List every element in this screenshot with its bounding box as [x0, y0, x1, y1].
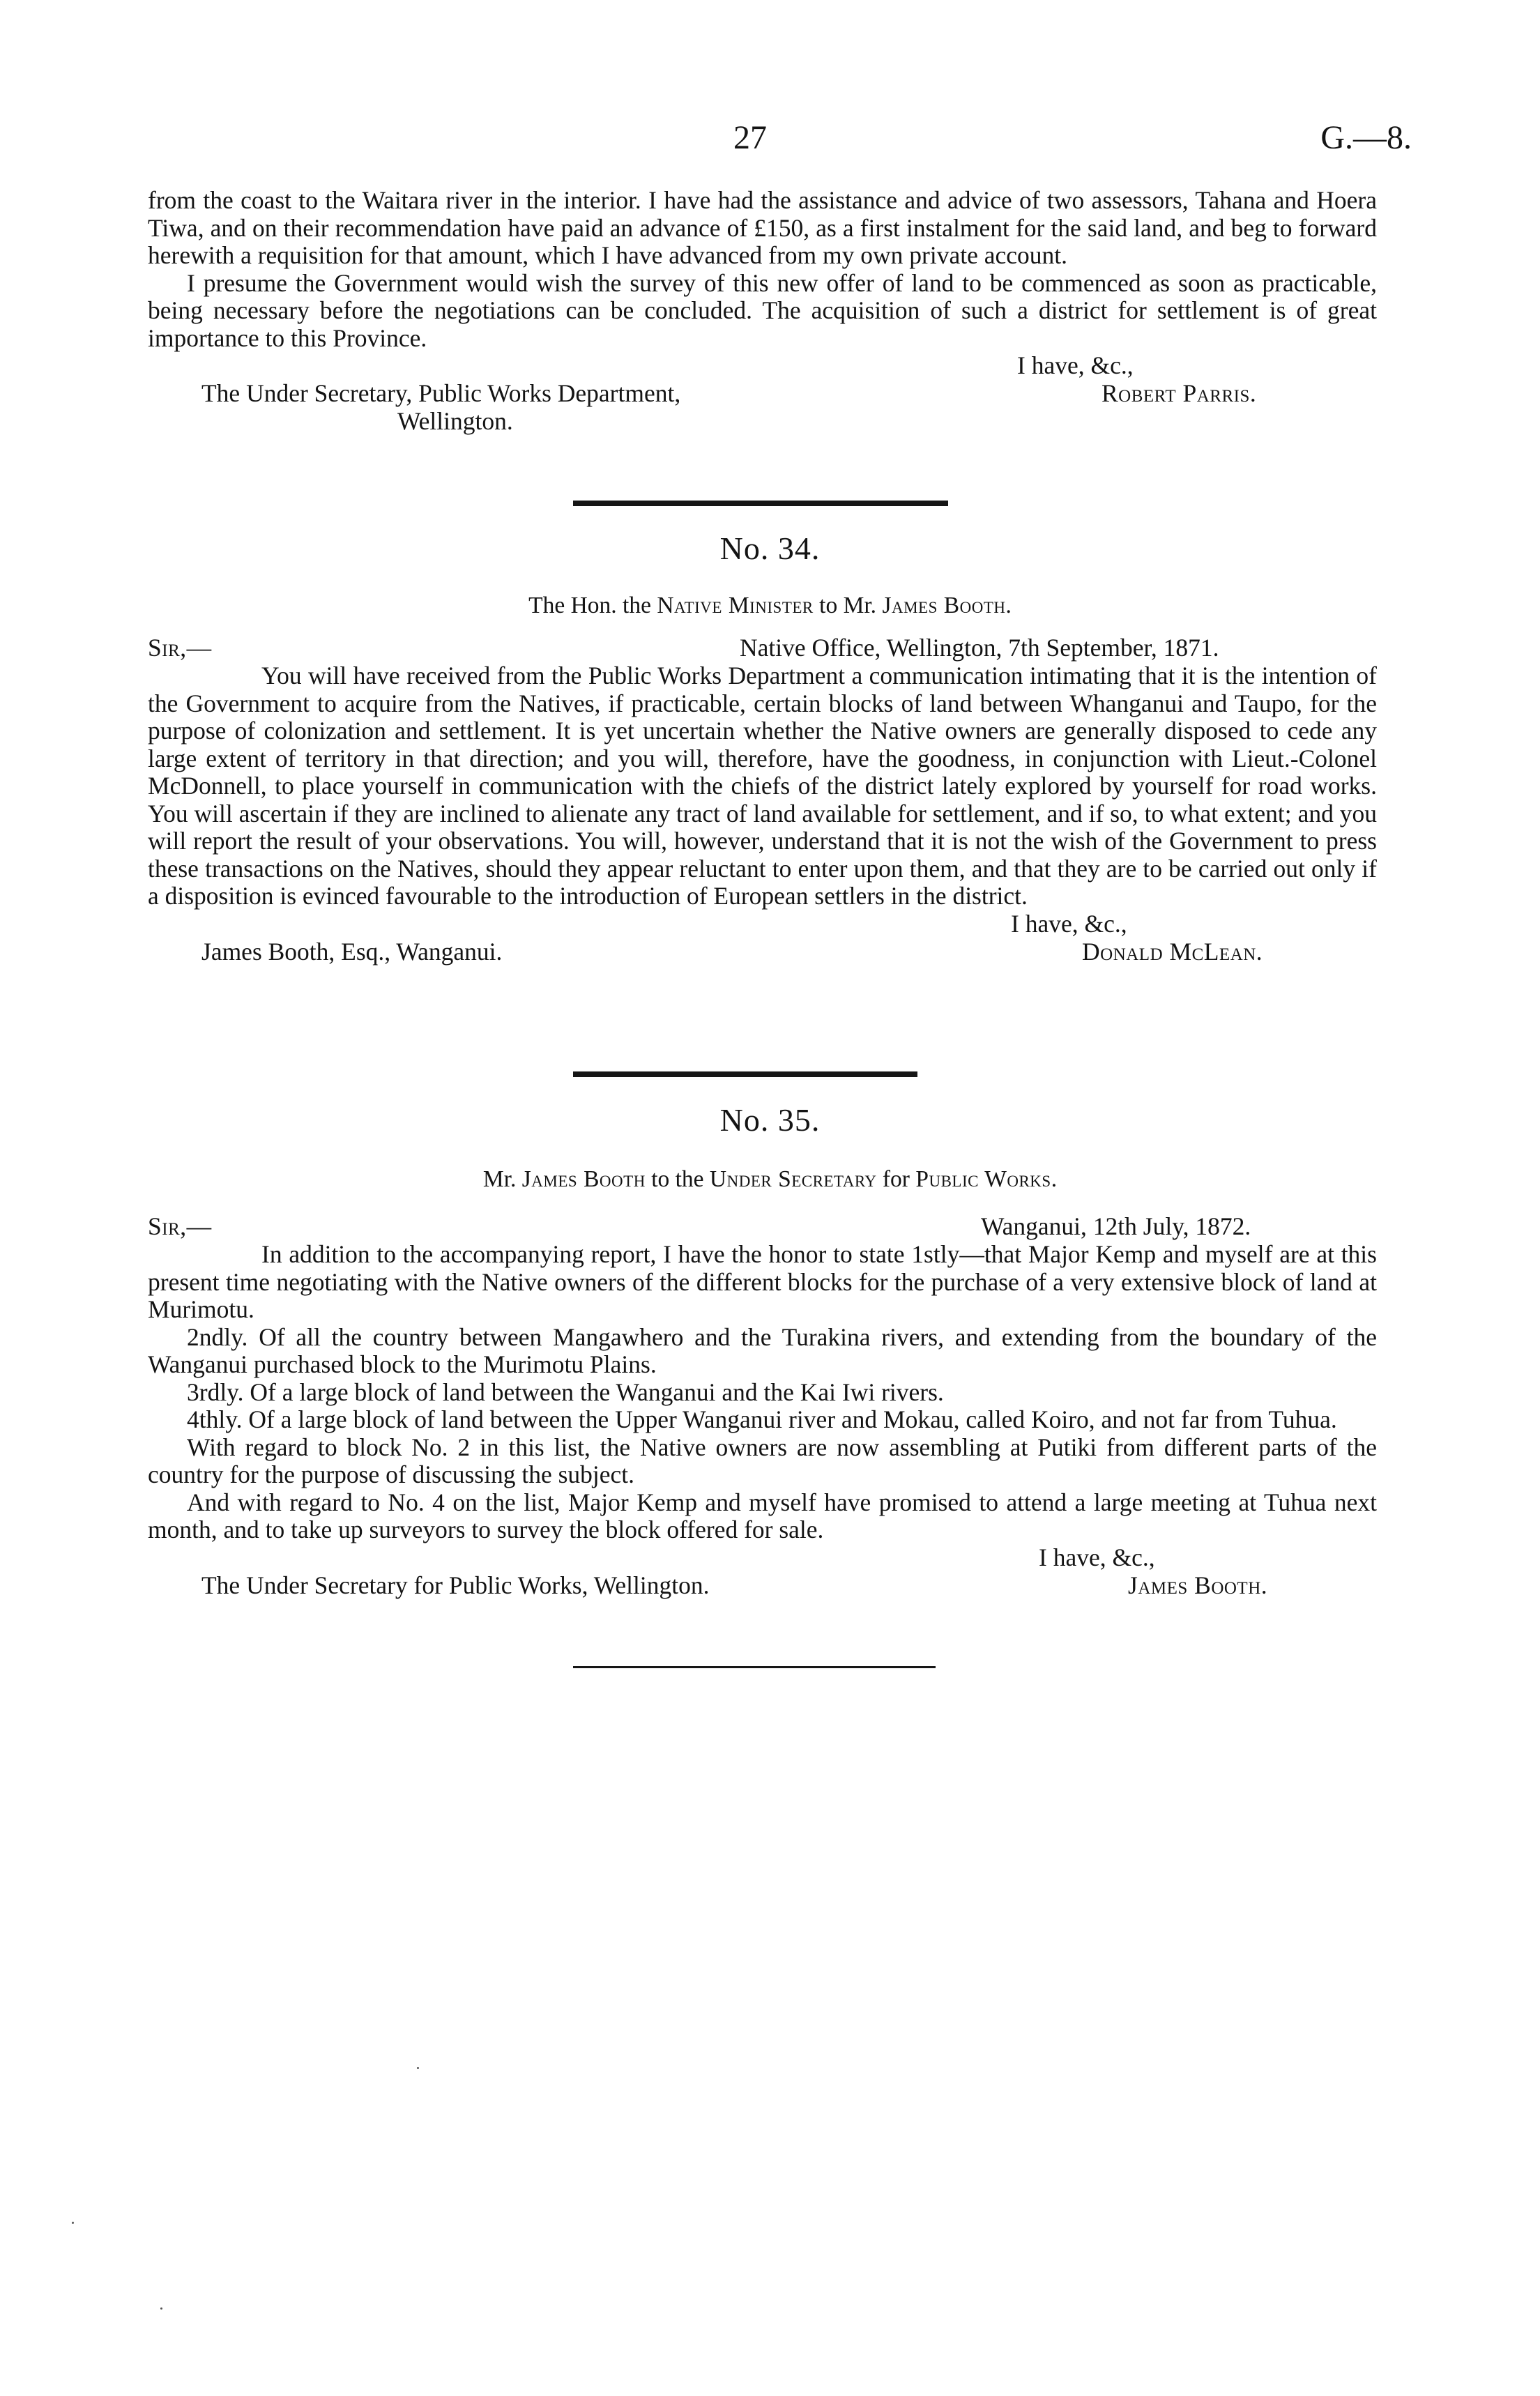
closing-row: [148, 1544, 1377, 1572]
scan-speck: [72, 2222, 74, 2224]
paragraph: In addition to the accompanying report, I have the honor to state 1stly—that Major Kemp and myself are at this present time negotiating with the Native owners of the different blocks for the purchase of a very extensive block of land at Murimotu.: [148, 1240, 1377, 1323]
title-sender: James Booth: [521, 1166, 646, 1192]
title-recipient: Under Secretary: [709, 1166, 877, 1192]
addressee: The Under Secretary, Public Works Department,: [201, 379, 681, 407]
title-text: .: [1005, 593, 1012, 618]
salutation: Sir,—: [148, 634, 212, 662]
signature-row: [148, 1572, 1377, 1600]
paragraph: I presume the Government would wish the survey of this new offer of land to be commenced as soon as practicable, being necessary before the negotiations can be concluded. The acquisition of such a district for settlement is of great importance to this Province.: [148, 268, 1377, 352]
title-text: to the: [645, 1166, 710, 1192]
letter-35: [148, 1213, 1377, 1600]
closing: I have, &c.,: [1039, 1543, 1155, 1571]
paragraph: 2ndly. Of all the country between Mangawhero and the Turakina rivers, and extending from the boundary of the Wanganui purchased block to the Murimotu Plains.: [148, 1322, 1377, 1378]
signature-row: [148, 938, 1377, 966]
salutation-row: [148, 634, 1377, 662]
section-divider: [573, 501, 948, 506]
title-text: for: [876, 1166, 916, 1192]
paragraph: from the coast to the Waitara river in the interior. I have had the assistance and advice of two assessors, Tahana and Hoera Tiwa, and on their recommendation have paid an advance of £150, as a first instalment for the said land, and beg to forward herewith a requisition for that amount, which I have advanced from my own private account.: [148, 186, 1377, 269]
signature: James Booth.: [1128, 1571, 1268, 1599]
signature: Robert Parris.: [1101, 379, 1257, 407]
end-rule: [573, 1666, 936, 1668]
series-code: G.—8.: [1320, 119, 1412, 156]
closing: I have, &c.,: [1017, 351, 1134, 379]
closing-row: [148, 352, 1377, 380]
paragraph: With regard to block No. 2 in this list, the Native owners are now assembling at Putiki from different parts of the country for the purpose of discussing the subject.: [148, 1433, 1377, 1488]
paragraph: 3rdly. Of a large block of land between the Wanganui and the Kai Iwi rivers.: [187, 1378, 944, 1406]
letter-34: [148, 634, 1377, 966]
signature-row: [148, 380, 1377, 408]
paragraph: 4thly. Of a large block of land between the Upper Wanganui river and Mokau, called Koiro, and not far from Tuhua.: [187, 1405, 1337, 1433]
place-date: Native Office, Wellington, 7th September, 1871.: [740, 634, 1219, 662]
title-text: to Mr.: [813, 593, 883, 618]
title-recipient: James Booth: [882, 593, 1006, 618]
closing: I have, &c.,: [1011, 909, 1127, 938]
letter-35-title: [0, 1166, 1540, 1193]
section-divider: [573, 1071, 917, 1077]
title-text: Mr.: [482, 1166, 522, 1192]
salutation-row: [148, 1213, 1377, 1241]
page-number: 27: [733, 119, 767, 156]
place-date: Wanganui, 12th July, 1872.: [981, 1212, 1251, 1240]
letter-33-continuation: [148, 187, 1377, 436]
salutation: Sir,—: [148, 1212, 212, 1240]
addressee-line-2: Wellington.: [397, 407, 513, 435]
signature: Donald McLean.: [1082, 937, 1263, 966]
paragraph: And with regard to No. 4 on the list, Major Kemp and myself have promised to attend a large meeting at Tuhua next month, and to take up surveyors to survey the block offered for sale.: [148, 1488, 1377, 1543]
letter-34-title: [0, 593, 1540, 619]
scan-speck: [160, 2307, 162, 2310]
letter-35-number: No. 35.: [719, 1102, 821, 1138]
title-sender: Native Minister: [657, 593, 814, 618]
closing-row: [148, 910, 1377, 938]
scan-speck: [417, 2067, 419, 2069]
addressee: James Booth, Esq., Wanganui.: [201, 937, 503, 966]
letter-body: You will have received from the Public Works Department a communication intimating that it is the intention of the Government to acquire from the Natives, if practicable, certain blocks of land between Whanganui and Taupo, for the purpose of colonization and settlement. It is yet uncertain whether the Native owners are generally disposed to cede any large extent of territory in that direction; and you will, therefore, have the goodness, in conjunction with Lieut.-Colonel McDonnell, to place yourself in communication with the chiefs of the district lately explored by yourself for road works. You will ascertain if they are inclined to alienate any tract of land available for settlement, and if so, to what extent; and you will report the result of your observations. You will, however, understand that it is not the wish of the Government to press these transactions on the Natives, should they appear reluctant to enter upon them, and that they are to be carried out only if a disposition is evinced favourable to the introduction of European settlers in the district.: [148, 662, 1377, 910]
title-text: .: [1051, 1166, 1058, 1192]
addressee-row: [148, 408, 1377, 436]
addressee: The Under Secretary for Public Works, Wellington.: [201, 1571, 710, 1599]
letter-34-number: No. 34.: [719, 531, 821, 566]
title-text: The Hon. the: [528, 593, 657, 618]
title-recipient: Public Works: [915, 1166, 1051, 1192]
